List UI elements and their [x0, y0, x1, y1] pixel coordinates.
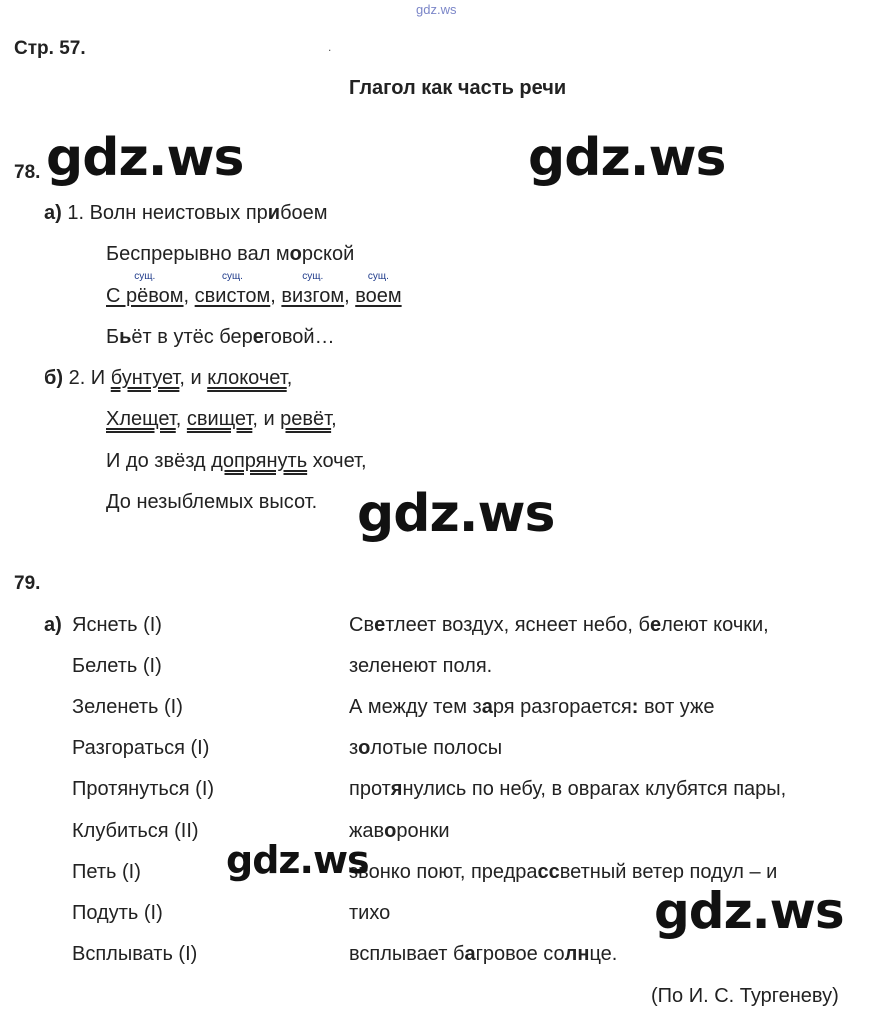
verb-infinitive: Всплывать (I): [72, 942, 198, 965]
noun-mark: сущ.: [367, 271, 389, 282]
verb-infinitive: Протянуться (I): [72, 778, 215, 801]
watermark: gdz.ws: [528, 128, 726, 188]
verb-infinitive: Белеть (I): [72, 655, 162, 678]
verb: допрянуть: [211, 450, 308, 472]
section-title: Глагол как часть речи: [349, 77, 567, 99]
ex78-b-line3: И до звёзд допрянуть хочет,: [106, 450, 367, 472]
ex79-a-label: а): [44, 614, 62, 636]
noun-word: сущ. С рёвом: [106, 271, 184, 307]
header-watermark: gdz.ws: [416, 2, 457, 17]
ex78-a-line1: а) 1. Волн неистовых прибоем: [44, 202, 328, 224]
watermark: gdz.ws: [357, 484, 555, 544]
watermark: gdz.ws: [654, 882, 844, 940]
ex78-a-line2: Беспрерывно вал морской: [106, 243, 355, 265]
ex78-b-line1: б) 2. И бунтует, и клокочет,: [44, 367, 293, 389]
attribution: (По И. С. Тургеневу): [651, 985, 839, 1007]
noun-mark: сущ.: [221, 271, 243, 282]
noun-mark: сущ.: [134, 271, 156, 282]
text-line: протянулись по небу, в оврагах клубятся пары,: [349, 778, 787, 801]
verb-infinitive: Разгораться (I): [72, 737, 210, 760]
exercise-78-number: 78.: [14, 162, 41, 183]
text-line: Светлеет воздух, яснеет небо, белеют кочки,: [349, 614, 769, 636]
verb: Хлещет: [106, 408, 176, 430]
ex78-b-label: б): [44, 367, 64, 389]
stray-dot: .: [328, 40, 332, 54]
noun-word: сущ. визгом: [281, 271, 345, 307]
ex78-b-line4: До незыблемых высот.: [106, 491, 318, 513]
text-line: жаворонки: [349, 819, 450, 842]
verb: свищет: [186, 408, 253, 430]
noun-word: сущ. свистом: [194, 271, 271, 307]
ex78-b-line2: Хлещет, свищет, и ревёт,: [106, 408, 337, 430]
text-line: зеленеют поля.: [349, 655, 493, 678]
exercise-79-number: 79.: [14, 573, 41, 594]
ex78-a-label: а): [44, 202, 62, 224]
text-line: золотые полосы: [349, 737, 503, 760]
text-line: звонко поют, предрассветный ветер подул – и: [349, 860, 778, 883]
text-line: всплывает багровое солнце.: [349, 942, 618, 965]
verb-infinitive: Подуть (I): [72, 901, 163, 924]
ex78-a-line3: сущ. С рёвом, сущ. свистом, сущ. визгом, сущ. воем: [106, 271, 402, 307]
ex78-a-line4: Бьёт в утёс береговой…: [106, 326, 335, 348]
text-line: А между тем заря разгорается: вот уже: [349, 696, 715, 719]
verb: клокочет: [207, 367, 287, 389]
verb-infinitive: Клубиться (II): [72, 819, 199, 842]
verb-infinitive: Зеленеть (I): [72, 696, 183, 719]
verb-infinitive: Петь (I): [72, 860, 141, 883]
noun-mark: сущ.: [302, 271, 324, 282]
verb-infinitive: Яснеть (I): [72, 614, 162, 636]
watermark: gdz.ws: [226, 838, 369, 882]
noun-word: сущ. воем: [355, 271, 402, 307]
verb: ревёт: [280, 408, 332, 430]
text-line: тихо: [349, 901, 391, 924]
page-reference: Стр. 57.: [14, 38, 86, 59]
verb: бунтует: [110, 367, 180, 389]
watermark: gdz.ws: [46, 128, 244, 188]
